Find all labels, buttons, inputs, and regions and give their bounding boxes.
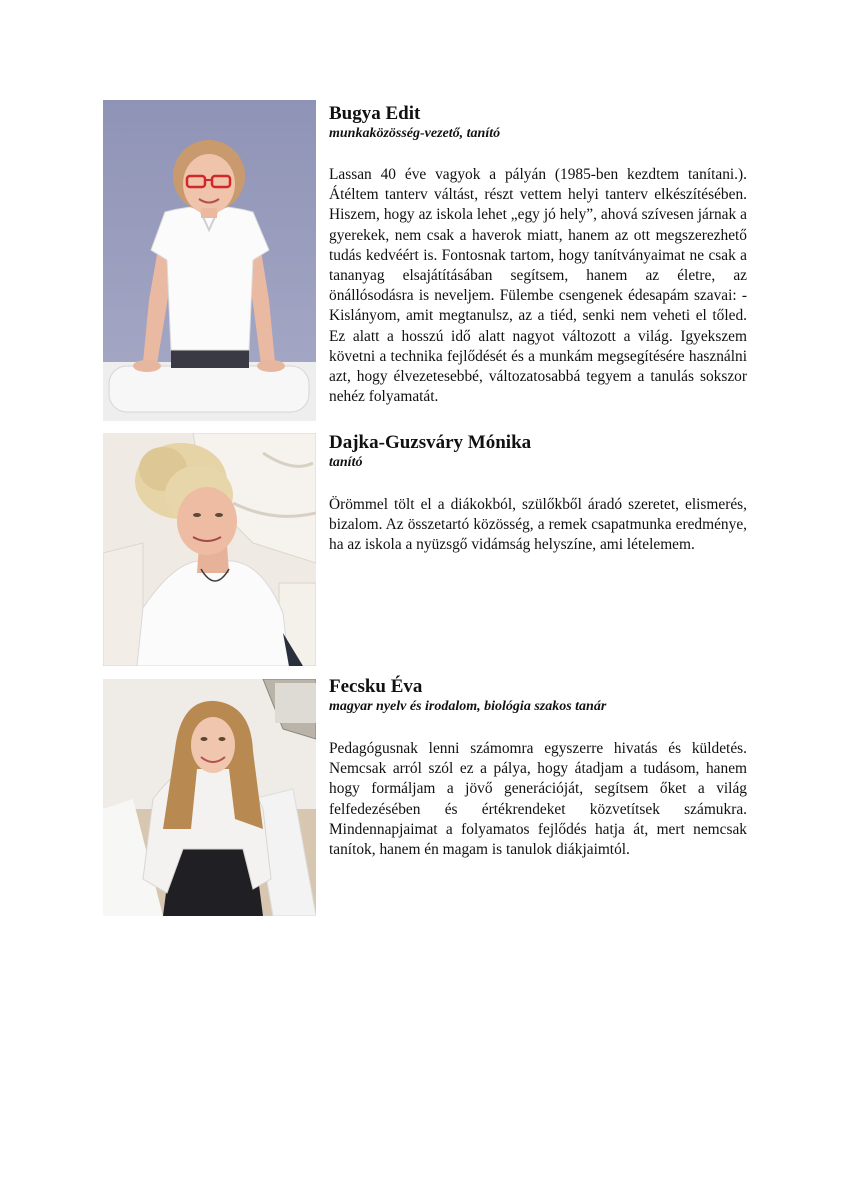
portrait-photo-bugya-edit [103,100,316,421]
profile-bio: Lassan 40 éve vagyok a pályán (1985-ben kezdtem tanítani.). Átéltem tanterv váltást, részt vettem helyi tanterv elkészítésében. Hiszem, hogy az iskola lehet „egy jó hely”, ahová szívesen járnak a gyerekek, nem csak a haverok miatt, hanem az ott megszerezhető tudás kedvéért is. Fontosnak tartom, hogy tanítványaimat ne csak a tananyag elsajátításában segítsem, hanem az életre, az önállósodásra is neveljem. Fülembe csengenek édesapám szavai: - Kislányom, amit megtanulsz, az a tiéd, senki nem veheti el tőled. Ez alatt a hosszú idő alatt nagyot változott a világ. Igyekszem követni a technika fejlődését és a munkám megsegítésére használni azt, hogy élvezetesebbé, változatosabbá tegyem a tanulás sokszor nehéz folyamatát. [329,166,747,406]
profile-name: Fecsku Éva [329,676,423,697]
profile-bio: Pedagógusnak lenni számomra egyszerre hivatás és küldetés. Nemcsak arról szól ez a pálya, hogy átadjam a tudásom, hanem hogy formáljam a jövő generációját, segítsem őket a világ felfedezésében és értékrendeket közvetítsek számukra. Mindennapjaimat a folyamatos fejlődés hatja át, mert nemcsak tanítok, hanem én magam is tanulok diákjaimtól. [329,740,747,859]
profile-role: magyar nyelv és irodalom, biológia szakos tanár [329,699,607,714]
portrait-photo-fecsku-eva [103,679,316,916]
profile-role: munkaközösség-vezető, tanító [329,126,501,141]
profile-bio: Örömmel tölt el a diákokból, szülőkből áradó szeretet, elismerés, bizalom. Az összetartó közösség, a remek csapatmunka eredménye, ha az iskola a nyüzsgő vidámság helyszíne, ami lételemem. [329,496,747,554]
profile-role: tanító [329,455,363,470]
profile-name: Bugya Edit [329,103,421,124]
profile-name: Dajka-Guzsváry Mónika [329,432,532,453]
portrait-photo-dajka-guzsvary-monika [103,433,316,666]
